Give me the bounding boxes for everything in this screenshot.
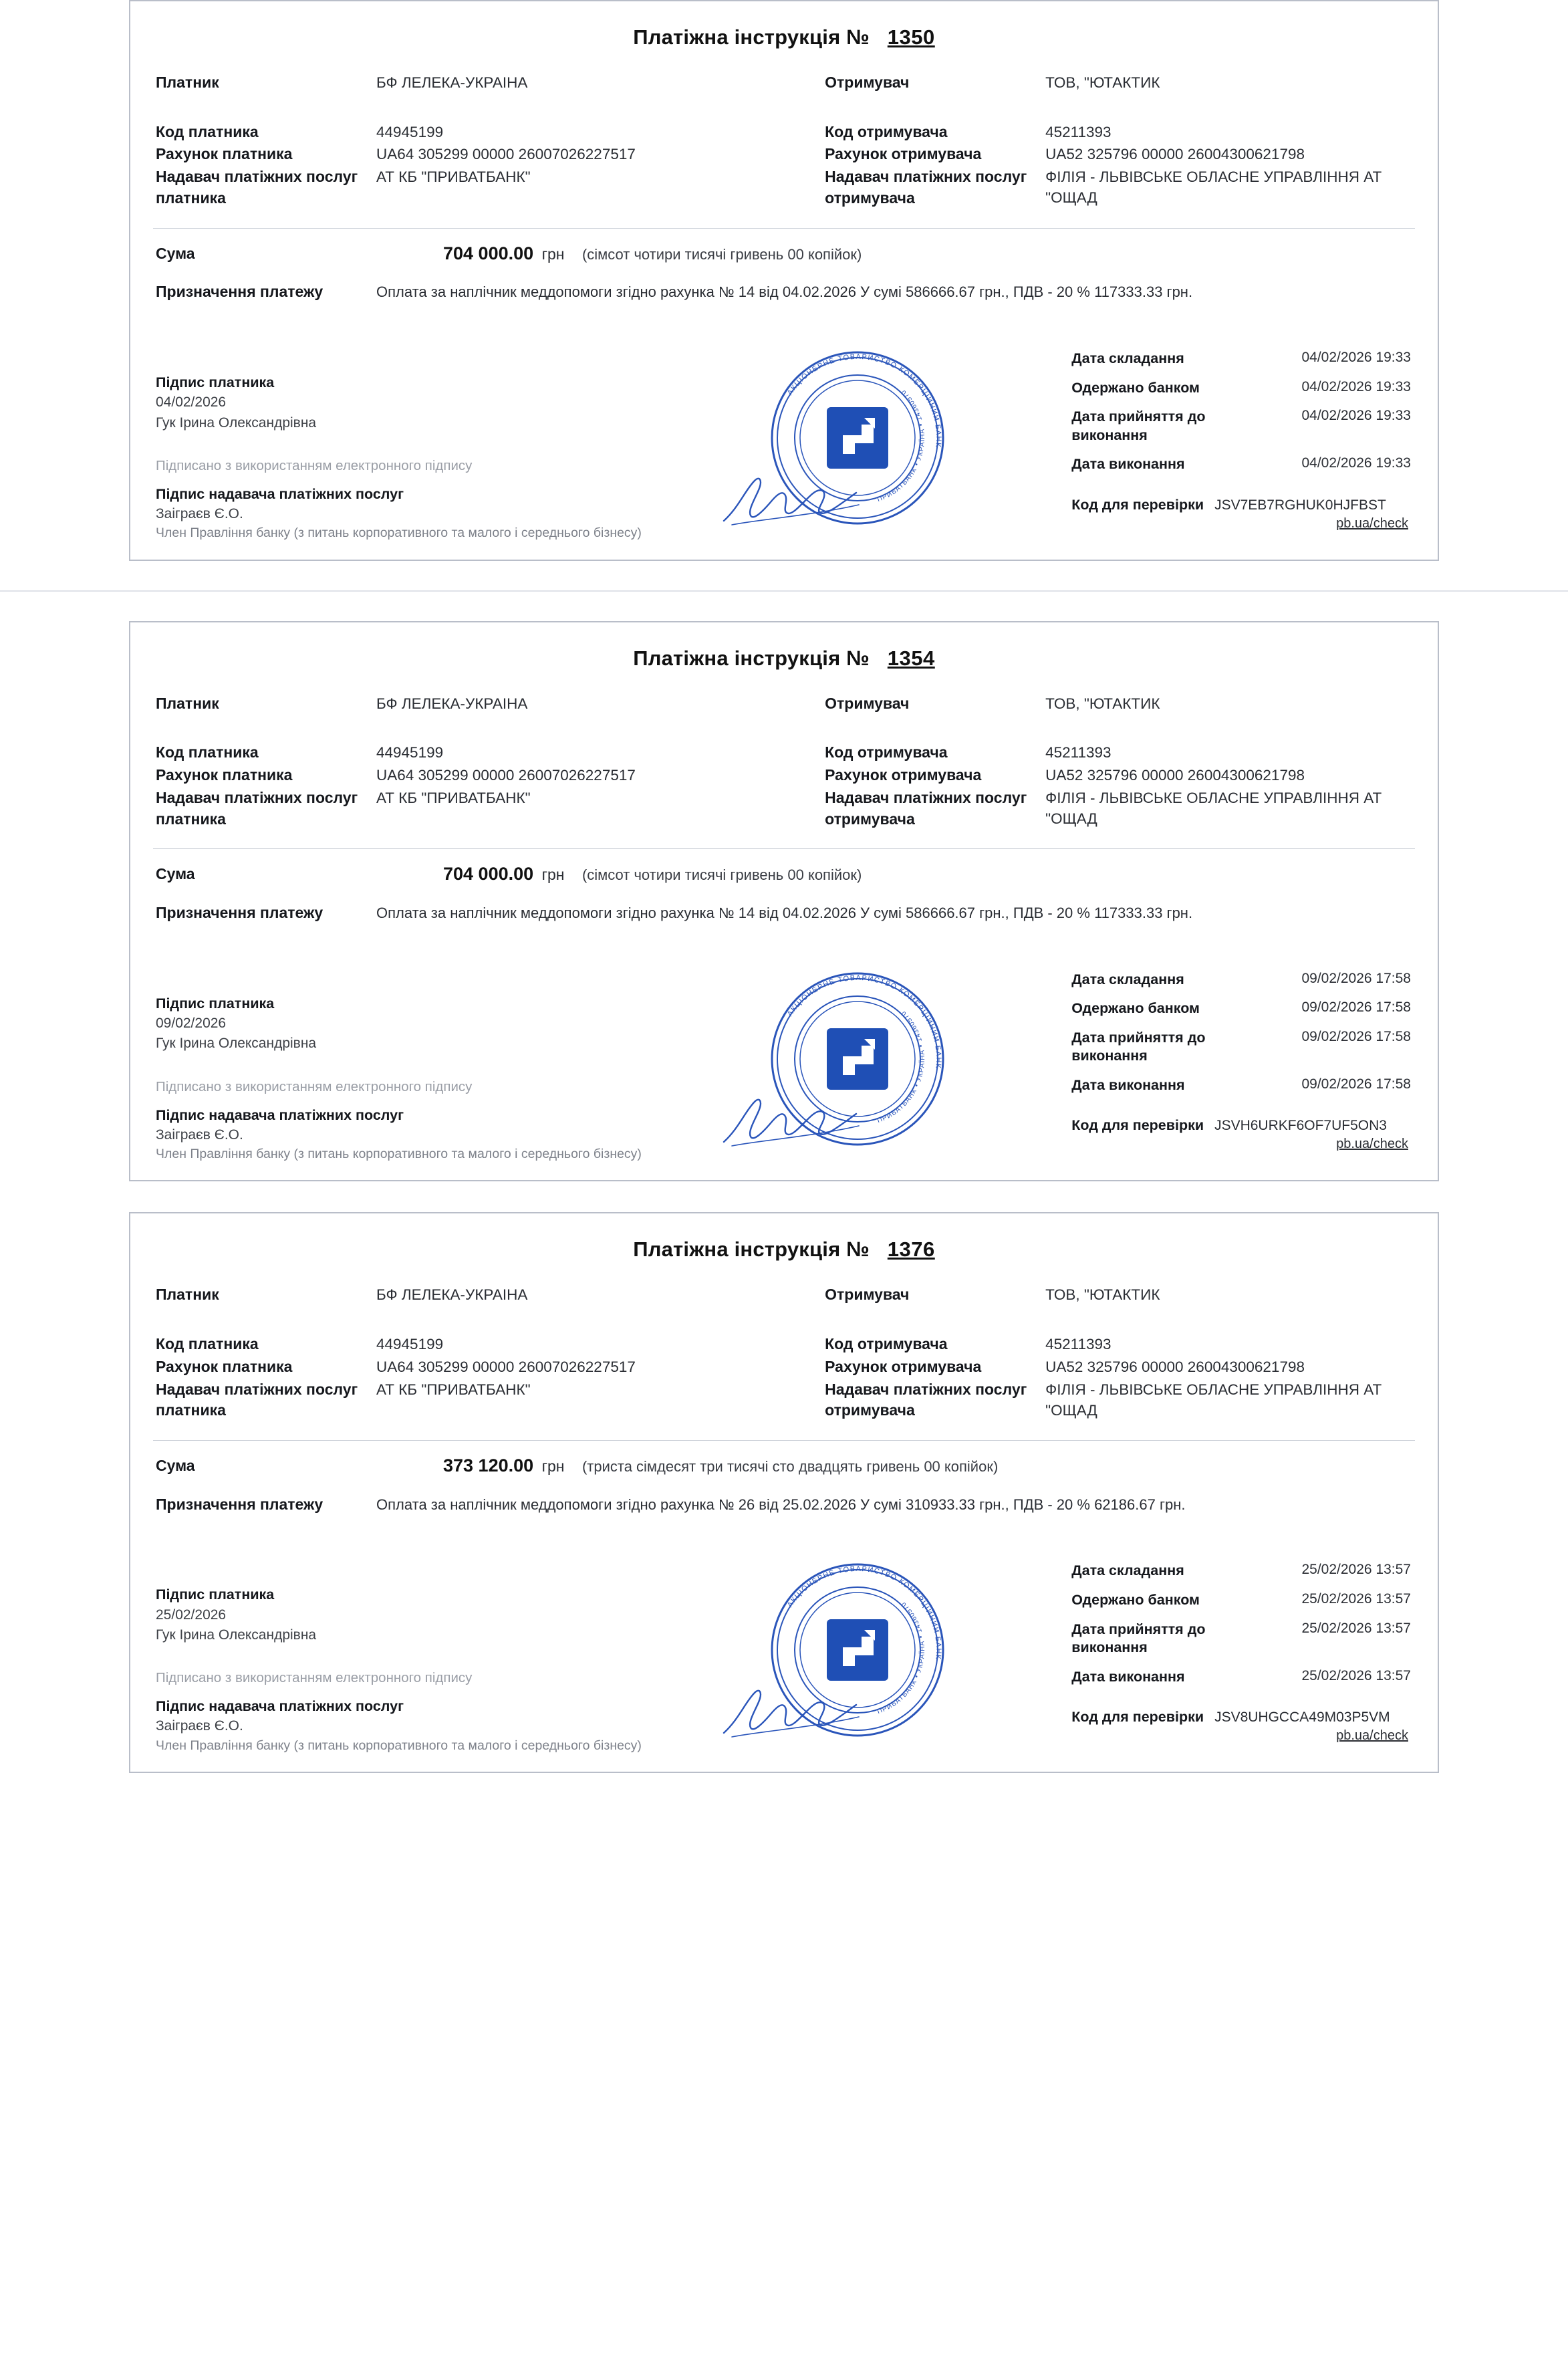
payer-name: БФ ЛЕЛЕКА-УКРАІНА [376, 74, 528, 91]
receiver-name: ТОВ, "ЮТАКТИК [1045, 1286, 1160, 1304]
date-row [1071, 455, 1411, 474]
document-title [130, 1, 1438, 55]
svg-text:ПРИВАТБАНК • УКРАЇНА • 1436057: ПРИВАТБАНК • УКРАЇНА • 14360570 [876, 388, 926, 504]
document-title [130, 1213, 1438, 1267]
date-value: 04/02/2026 19:33 [1301, 350, 1411, 366]
receiver-provider-label: Надавач платіжних послуг отримувача [825, 788, 1027, 828]
handwritten-signature [718, 1675, 892, 1749]
check-code-row [1071, 1117, 1411, 1134]
payer-provider-label: Надавач платіжних послуг платника [156, 788, 358, 828]
provider-sign-label: Підпис надавача платіжних послуг [156, 1698, 404, 1715]
receiver-code-label: Код отримувача [825, 122, 948, 140]
payment-instruction-3 [129, 1212, 1439, 1773]
date-label: Дата складання [1071, 350, 1184, 367]
date-value: 09/02/2026 17:58 [1301, 999, 1411, 1016]
receiver-provider-value: ФІЛІЯ - ЛЬВІВСЬКЕ ОБЛАСНЕ УПРАВЛІННЯ АТ "ОЩАД [1045, 789, 1382, 827]
receiver-code-label: Код отримувача [825, 743, 948, 761]
payer-code-label: Код платника [156, 743, 259, 761]
document-number: 1350 [887, 25, 935, 49]
check-code-value: JSV7EB7RGHUK0HJFBST [1214, 497, 1386, 513]
sum-row [130, 229, 1438, 265]
payer-code-value: 44945199 [376, 123, 444, 140]
payer-sign-label: Підпис платника [156, 374, 275, 391]
date-label: Дата виконання [1071, 1076, 1185, 1093]
sum-in-words: (сімсот чотири тисячі гривень 00 копійок) [581, 866, 862, 884]
purpose-text: Оплата за наплічник меддопомоги згідно рахунка № 14 від 04.02.2026 У сумі 586666.67 грн., ПДВ - 20 % 117333.33 грн. [376, 905, 1193, 922]
sum-amount: 704 000.00 [443, 864, 534, 884]
parties-row [130, 55, 1438, 94]
payer-code-field [156, 122, 810, 143]
esign-note: Підписано з використанням електронного підпису [156, 458, 473, 474]
payment-instruction-2 [129, 621, 1439, 1182]
date-value: 25/02/2026 13:57 [1301, 1667, 1411, 1683]
date-value: 04/02/2026 19:33 [1301, 408, 1411, 424]
payer-label: Платник [156, 74, 219, 91]
payer-account-value: UA64 305299 00000 26007026227517 [376, 767, 636, 784]
date-label: Дата прийняття до виконання [1071, 1029, 1206, 1064]
document-number: 1376 [887, 1237, 935, 1262]
details-row [130, 94, 1438, 211]
payer-provider-value: АТ КБ "ПРИВАТБАНК" [376, 168, 531, 186]
purpose-label: Призначення платежу [156, 283, 323, 301]
payer-provider-value: АТ КБ "ПРИВАТБАНК" [376, 789, 531, 806]
receiver-account-value: UA52 325796 00000 26004300621798 [1045, 146, 1305, 163]
receiver-code-field [825, 1334, 1438, 1355]
signature-area [130, 1522, 1438, 1772]
date-row [1071, 350, 1411, 368]
date-label: Дата виконання [1071, 1668, 1185, 1685]
receiver-provider-label: Надавач платіжних послуг отримувача [825, 168, 1027, 207]
payer-sign-label: Підпис платника [156, 995, 275, 1012]
sum-currency: грн [541, 1457, 565, 1476]
receiver-name: ТОВ, "ЮТАКТИК [1045, 695, 1160, 712]
payer-code-label: Код платника [156, 122, 259, 140]
receiver-name: ТОВ, "ЮТАКТИК [1045, 74, 1160, 91]
dates-table [1071, 971, 1411, 1095]
svg-text:АКЦІОНЕРНЕ ТОВАРИСТВО КОМЕРЦІЙ: АКЦІОНЕРНЕ ТОВАРИСТВО КОМЕРЦІЙНИЙ БАНК [785, 1565, 942, 1661]
receiver-account-label: Рахунок отримувача [825, 1357, 982, 1375]
payer-provider-field [156, 1379, 810, 1421]
provider-sign-name: Заіграєв Є.О. [156, 1718, 243, 1734]
payer-sign-label: Підпис платника [156, 1586, 275, 1603]
payer-code-field [156, 1334, 810, 1355]
svg-text:ПРИВАТБАНК • УКРАЇНА • 1436057: ПРИВАТБАНК • УКРАЇНА • 14360570 [876, 1008, 926, 1125]
sum-label: Сума [156, 1457, 195, 1475]
svg-text:АКЦІОНЕРНЕ ТОВАРИСТВО КОМЕРЦІЙ: АКЦІОНЕРНЕ ТОВАРИСТВО КОМЕРЦІЙНИЙ БАНК [785, 353, 942, 449]
date-row [1071, 1591, 1411, 1610]
receiver-code-field [825, 742, 1438, 763]
receiver-label: Отримувач [825, 1286, 910, 1304]
check-code-label: Код для перевірки [1071, 1709, 1204, 1726]
date-label: Дата прийняття до виконання [1071, 1621, 1206, 1656]
receiver-account-field [825, 144, 1438, 165]
date-value: 25/02/2026 13:57 [1301, 1620, 1411, 1636]
date-value: 04/02/2026 19:33 [1301, 378, 1411, 394]
date-row [1071, 1668, 1411, 1687]
provider-sign-role: Член Правління банку (з питань корпоративного та малого і середнього бізнесу) [156, 1147, 642, 1162]
date-value: 25/02/2026 13:57 [1301, 1562, 1411, 1578]
payer-sign-date: 09/02/2026 [156, 1015, 227, 1031]
sum-currency: грн [541, 245, 565, 263]
provider-sign-name: Заіграєв Є.О. [156, 1127, 243, 1143]
receiver-account-value: UA52 325796 00000 26004300621798 [1045, 1358, 1305, 1375]
date-row [1071, 1076, 1411, 1095]
payer-field [156, 693, 810, 715]
sum-in-words: (триста сімдесят три тисячі сто двадцять гривень 00 копійок) [581, 1458, 999, 1476]
payment-instruction-1 [129, 0, 1439, 561]
receiver-provider-field [825, 166, 1438, 209]
check-code-row [1071, 1709, 1411, 1726]
payer-provider-label: Надавач платіжних послуг платника [156, 1380, 358, 1419]
payer-account-label: Рахунок платника [156, 145, 293, 163]
date-label: Одержано банком [1071, 1000, 1200, 1017]
purpose-text: Оплата за наплічник меддопомоги згідно рахунка № 14 від 04.02.2026 У сумі 586666.67 грн., ПДВ - 20 % 117333.33 грн. [376, 283, 1193, 301]
check-url-link[interactable]: pb.ua/check [1336, 1137, 1408, 1152]
receiver-field [825, 693, 1438, 715]
document-title [130, 622, 1438, 676]
receiver-code-value: 45211393 [1045, 744, 1112, 761]
purpose-label: Призначення платежу [156, 904, 323, 922]
date-row [1071, 1562, 1411, 1580]
svg-text:ПРИВАТБАНК • УКРАЇНА • 1436057: ПРИВАТБАНК • УКРАЇНА • 14360570 [876, 1600, 926, 1716]
payer-sign-name: Гук Ірина Олександрівна [156, 1627, 317, 1643]
date-row [1071, 1621, 1411, 1657]
date-label: Одержано банком [1071, 379, 1200, 396]
esign-note: Підписано з використанням електронного підпису [156, 1078, 473, 1094]
payer-account-field [156, 1356, 810, 1378]
check-code-value: JSV8UHGCCA49M03P5VM [1214, 1709, 1390, 1726]
document-title-text: Платіжна інструкція № [633, 25, 870, 49]
date-label: Дата складання [1071, 971, 1184, 987]
payer-code-value: 44945199 [376, 1336, 444, 1353]
receiver-label: Отримувач [825, 74, 910, 91]
receiver-code-field [825, 122, 1438, 143]
sum-in-words: (сімсот чотири тисячі гривень 00 копійок) [581, 245, 862, 263]
handwritten-signature [718, 1084, 892, 1158]
receiver-provider-field [825, 1379, 1438, 1421]
check-code-label: Код для перевірки [1071, 1117, 1204, 1134]
receiver-field [825, 72, 1438, 94]
date-value: 25/02/2026 13:57 [1301, 1591, 1411, 1607]
sum-row [130, 849, 1438, 885]
provider-sign-label: Підпис надавача платіжних послуг [156, 1106, 404, 1123]
signature-area [130, 310, 1438, 560]
payer-code-field [156, 742, 810, 763]
payer-account-label: Рахунок платника [156, 1357, 293, 1375]
sum-currency: грн [541, 866, 565, 884]
payer-account-label: Рахунок платника [156, 766, 293, 784]
document-number: 1354 [887, 646, 935, 670]
payer-provider-field [156, 166, 810, 209]
esign-note: Підписано з використанням електронного підпису [156, 1670, 473, 1686]
date-value: 09/02/2026 17:58 [1301, 970, 1411, 986]
date-label: Одержано банком [1071, 1592, 1200, 1608]
date-value: 04/02/2026 19:33 [1301, 455, 1411, 471]
receiver-account-label: Рахунок отримувача [825, 766, 982, 784]
date-label: Дата прийняття до виконання [1071, 408, 1206, 443]
payer-provider-value: АТ КБ "ПРИВАТБАНК" [376, 1381, 531, 1398]
payer-account-field [156, 144, 810, 165]
receiver-code-label: Код отримувача [825, 1335, 948, 1353]
payer-sign-date: 04/02/2026 [156, 394, 227, 410]
receiver-label: Отримувач [825, 694, 910, 712]
receiver-provider-value: ФІЛІЯ - ЛЬВІВСЬКЕ ОБЛАСНЕ УПРАВЛІННЯ АТ "ОЩАД [1045, 168, 1382, 207]
dates-table [1071, 1562, 1411, 1686]
date-row [1071, 408, 1411, 445]
dates-table [1071, 350, 1411, 474]
payer-label: Платник [156, 1286, 219, 1304]
signature-area [130, 931, 1438, 1181]
sum-label: Сума [156, 244, 195, 262]
payer-field [156, 1284, 810, 1306]
provider-sign-role: Член Правління банку (з питань корпоративного та малого і середнього бізнесу) [156, 525, 642, 541]
payer-provider-field [156, 788, 810, 830]
receiver-account-field [825, 1356, 1438, 1378]
provider-sign-role: Член Правління банку (з питань корпоративного та малого і середнього бізнесу) [156, 1738, 642, 1753]
document-title-text: Платіжна інструкція № [633, 1237, 870, 1262]
payer-field [156, 72, 810, 94]
payer-provider-label: Надавач платіжних послуг платника [156, 168, 358, 207]
handwritten-signature [718, 463, 892, 537]
svg-text:АКЦІОНЕРНЕ ТОВАРИСТВО КОМЕРЦІЙ: АКЦІОНЕРНЕ ТОВАРИСТВО КОМЕРЦІЙНИЙ БАНК [785, 973, 942, 1070]
receiver-provider-label: Надавач платіжних послуг отримувача [825, 1380, 1027, 1419]
date-label: Дата складання [1071, 1562, 1184, 1579]
receiver-field [825, 1284, 1438, 1306]
parties-row [130, 1267, 1438, 1306]
payer-sign-date: 25/02/2026 [156, 1607, 227, 1623]
date-row [1071, 379, 1411, 398]
sum-label: Сума [156, 865, 195, 883]
receiver-account-value: UA52 325796 00000 26004300621798 [1045, 767, 1305, 784]
purpose-text: Оплата за наплічник меддопомоги згідно рахунка № 26 від 25.02.2026 У сумі 310933.33 грн., ПДВ - 20 % 62186.67 грн. [376, 1496, 1186, 1513]
sum-amount: 373 120.00 [443, 1455, 534, 1476]
sum-amount: 704 000.00 [443, 243, 534, 263]
payer-account-field [156, 765, 810, 786]
check-code-row [1071, 497, 1411, 513]
payer-label: Платник [156, 694, 219, 712]
receiver-code-value: 45211393 [1045, 1336, 1112, 1353]
date-label: Дата виконання [1071, 456, 1185, 473]
date-row [1071, 1029, 1411, 1066]
receiver-account-field [825, 765, 1438, 786]
purpose-row [130, 885, 1438, 931]
payer-account-value: UA64 305299 00000 26007026227517 [376, 1358, 636, 1375]
payer-name: БФ ЛЕЛЕКА-УКРАІНА [376, 695, 528, 712]
provider-sign-name: Заіграєв Є.О. [156, 505, 243, 521]
date-row [1071, 999, 1411, 1018]
page-separator [0, 590, 1568, 592]
payer-code-label: Код платника [156, 1335, 259, 1353]
payer-name: БФ ЛЕЛЕКА-УКРАІНА [376, 1286, 528, 1304]
document-title-text: Платіжна інструкція № [633, 646, 870, 670]
receiver-account-label: Рахунок отримувача [825, 145, 982, 163]
payer-code-value: 44945199 [376, 744, 444, 761]
receiver-code-value: 45211393 [1045, 123, 1112, 140]
check-url-link[interactable]: pb.ua/check [1336, 515, 1408, 531]
date-value: 09/02/2026 17:58 [1301, 1076, 1411, 1092]
purpose-row [130, 264, 1438, 310]
details-row [130, 1306, 1438, 1423]
receiver-provider-value: ФІЛІЯ - ЛЬВІВСЬКЕ ОБЛАСНЕ УПРАВЛІННЯ АТ "ОЩАД [1045, 1381, 1382, 1419]
check-code-value: JSVH6URKF6OF7UF5ON3 [1214, 1118, 1387, 1134]
provider-sign-label: Підпис надавача платіжних послуг [156, 485, 404, 502]
receiver-provider-field [825, 788, 1438, 830]
check-code-label: Код для перевірки [1071, 496, 1204, 513]
details-row [130, 714, 1438, 831]
purpose-row [130, 1477, 1438, 1522]
date-row [1071, 971, 1411, 989]
sum-row [130, 1441, 1438, 1477]
payer-account-value: UA64 305299 00000 26007026227517 [376, 146, 636, 163]
parties-row [130, 676, 1438, 715]
check-url-link[interactable]: pb.ua/check [1336, 1728, 1408, 1744]
purpose-label: Призначення платежу [156, 1495, 323, 1513]
date-value: 09/02/2026 17:58 [1301, 1028, 1411, 1044]
payer-sign-name: Гук Ірина Олександрівна [156, 415, 317, 431]
payer-sign-name: Гук Ірина Олександрівна [156, 1036, 317, 1052]
